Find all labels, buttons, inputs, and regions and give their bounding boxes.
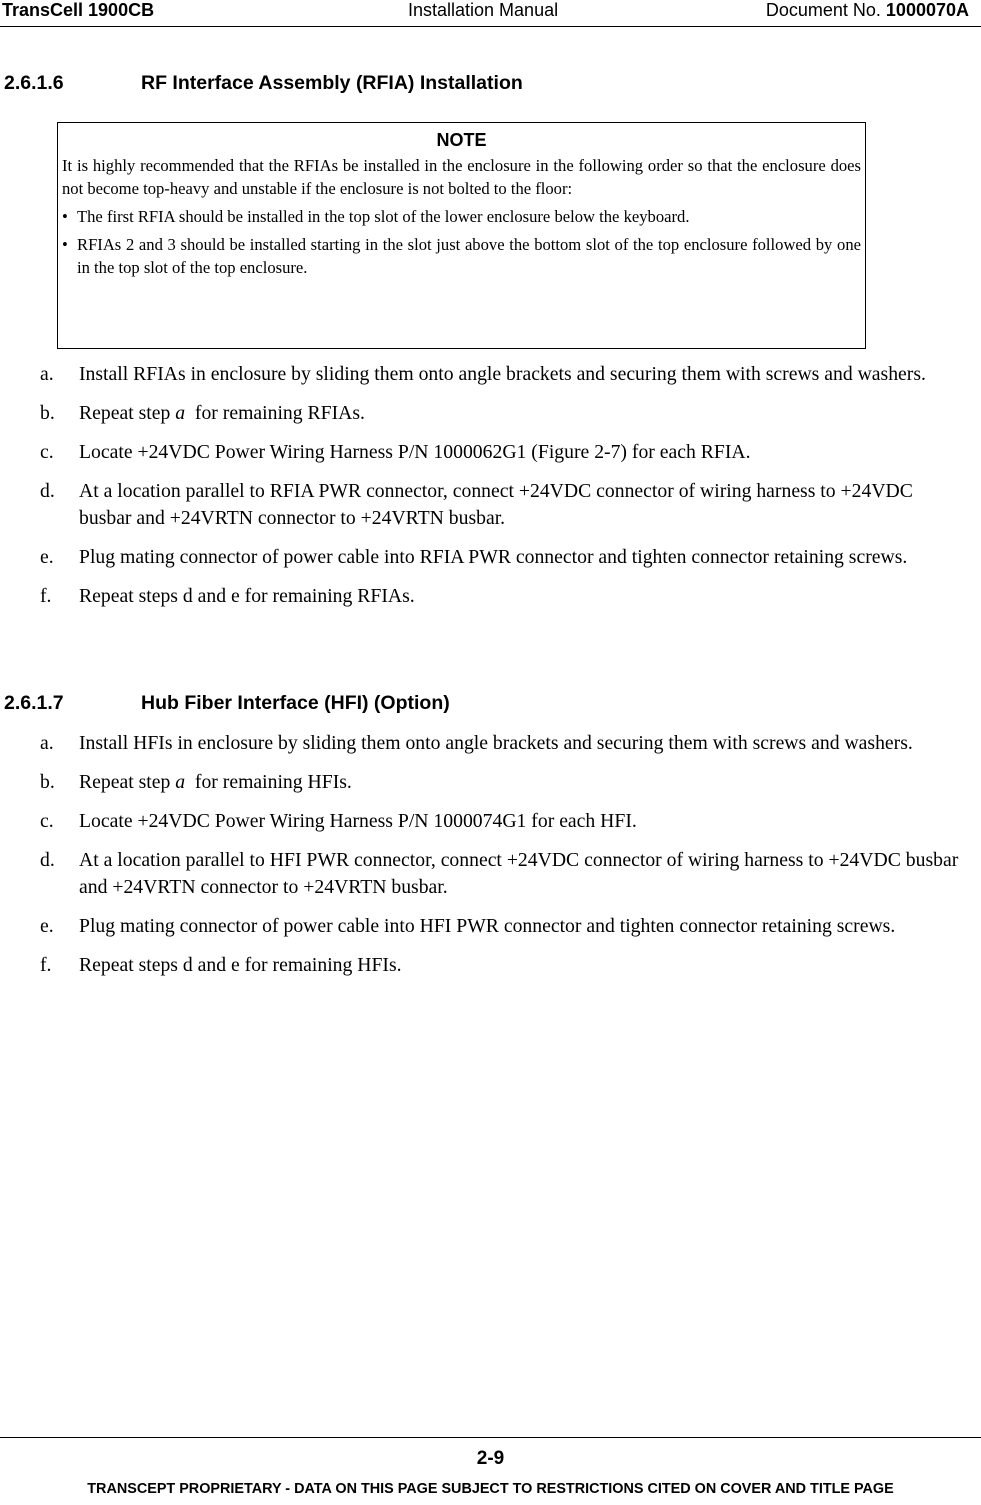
step-text-post: for remaining HFIs. xyxy=(185,771,352,793)
step-text: Install RFIAs in enclosure by sliding them onto angle brackets and securing them with screws and washers. xyxy=(79,363,926,385)
note-bullet-text: RFIAs 2 and 3 should be installed starting in the slot just above the bottom slot of the top enclosure followed by one in the top slot of the top enclosure. xyxy=(77,235,861,277)
list-item xyxy=(40,730,970,757)
step-text-pre: Repeat step xyxy=(79,402,176,424)
list-item xyxy=(40,808,970,835)
step-label: c. xyxy=(40,441,54,463)
step-text xyxy=(79,402,365,424)
step-label: c. xyxy=(40,810,54,832)
list-item xyxy=(40,913,970,940)
list-item xyxy=(40,769,970,796)
note-bullet-text: The first RFIA should be installed in the top slot of the lower enclosure below the keyboard. xyxy=(77,207,690,226)
step-text: Install HFIs in enclosure by sliding them onto angle brackets and securing them with screws and washers. xyxy=(79,732,913,754)
step-label: d. xyxy=(40,849,55,871)
step-text: Locate +24VDC Power Wiring Harness P/N 1000062G1 (Figure 2-7) for each RFIA. xyxy=(79,441,751,463)
step-text: Locate +24VDC Power Wiring Harness P/N 1000074G1 for each HFI. xyxy=(79,810,637,832)
document-number-value: 1000070A xyxy=(885,0,969,20)
step-text-pre: Repeat step xyxy=(79,771,176,793)
list-item xyxy=(40,400,970,427)
step-reference: a xyxy=(175,771,186,793)
note-bullet xyxy=(62,205,861,228)
step-label: e. xyxy=(40,546,54,568)
list-item xyxy=(40,847,970,901)
list-item xyxy=(40,952,970,979)
manual-title: Installation Manual xyxy=(408,0,559,20)
step-label: e. xyxy=(40,915,54,937)
section-number: 2.6.1.6 xyxy=(4,72,64,94)
page-header xyxy=(0,0,981,27)
step-text xyxy=(79,771,352,793)
step-label: d. xyxy=(40,480,55,502)
product-name: TransCell 1900CB xyxy=(2,0,155,20)
list-item xyxy=(40,583,970,610)
step-label: a. xyxy=(40,732,54,754)
bullet-icon: • xyxy=(62,235,68,254)
document-number-label: Document No. xyxy=(765,0,886,20)
bullet-icon: • xyxy=(62,207,68,226)
step-label: f. xyxy=(40,954,52,976)
list-item xyxy=(40,478,970,532)
note-intro: It is highly recommended that the RFIAs be installed in the enclosure in the following order so that the enclosure does not become top-heavy and unstable if the enclosure is not bolted to the floor: xyxy=(62,156,861,198)
footer-divider xyxy=(0,1437,981,1438)
step-text: Plug mating connector of power cable into HFI PWR connector and tighten connector retaining screws. xyxy=(79,915,896,937)
step-label: a. xyxy=(40,363,54,385)
step-text: At a location parallel to HFI PWR connector, connect +24VDC connector of wiring harness to +24VDC busbar and +24VRTN connector to +24VRTN busbar. xyxy=(79,849,959,898)
hfi-steps-list xyxy=(40,730,970,979)
note-bullet xyxy=(62,233,861,279)
step-text: At a location parallel to RFIA PWR connector, connect +24VDC connector of wiring harness to +24VDC busbar and +24VRTN connector to +24VRTN busbar. xyxy=(79,480,913,529)
page-number: 2-9 xyxy=(476,1448,505,1469)
section-heading-rfia xyxy=(4,72,523,95)
note-box xyxy=(57,122,866,349)
section-heading-hfi xyxy=(4,692,450,715)
list-item xyxy=(40,544,970,571)
step-label: f. xyxy=(40,585,52,607)
section-title: RF Interface Assembly (RFIA) Installation xyxy=(141,72,523,94)
step-label: b. xyxy=(40,771,55,793)
list-item xyxy=(40,439,970,466)
step-text-post: for remaining RFIAs. xyxy=(185,402,365,424)
step-reference: a xyxy=(175,402,186,424)
note-title: NOTE xyxy=(436,130,487,150)
document-number xyxy=(766,0,969,21)
section-title: Hub Fiber Interface (HFI) (Option) xyxy=(141,692,450,714)
list-item xyxy=(40,361,970,388)
step-text: Repeat steps d and e for remaining HFIs. xyxy=(79,954,402,976)
section-number: 2.6.1.7 xyxy=(4,692,64,714)
rfia-steps-list xyxy=(40,361,970,610)
step-label: b. xyxy=(40,402,55,424)
proprietary-notice: TRANSCEPT PROPRIETARY - DATA ON THIS PAGE SUBJECT TO RESTRICTIONS CITED ON COVER AND TITLE PAGE xyxy=(87,1481,894,1497)
step-text: Plug mating connector of power cable into RFIA PWR connector and tighten connector retaining screws. xyxy=(79,546,908,568)
step-text: Repeat steps d and e for remaining RFIAs. xyxy=(79,585,415,607)
